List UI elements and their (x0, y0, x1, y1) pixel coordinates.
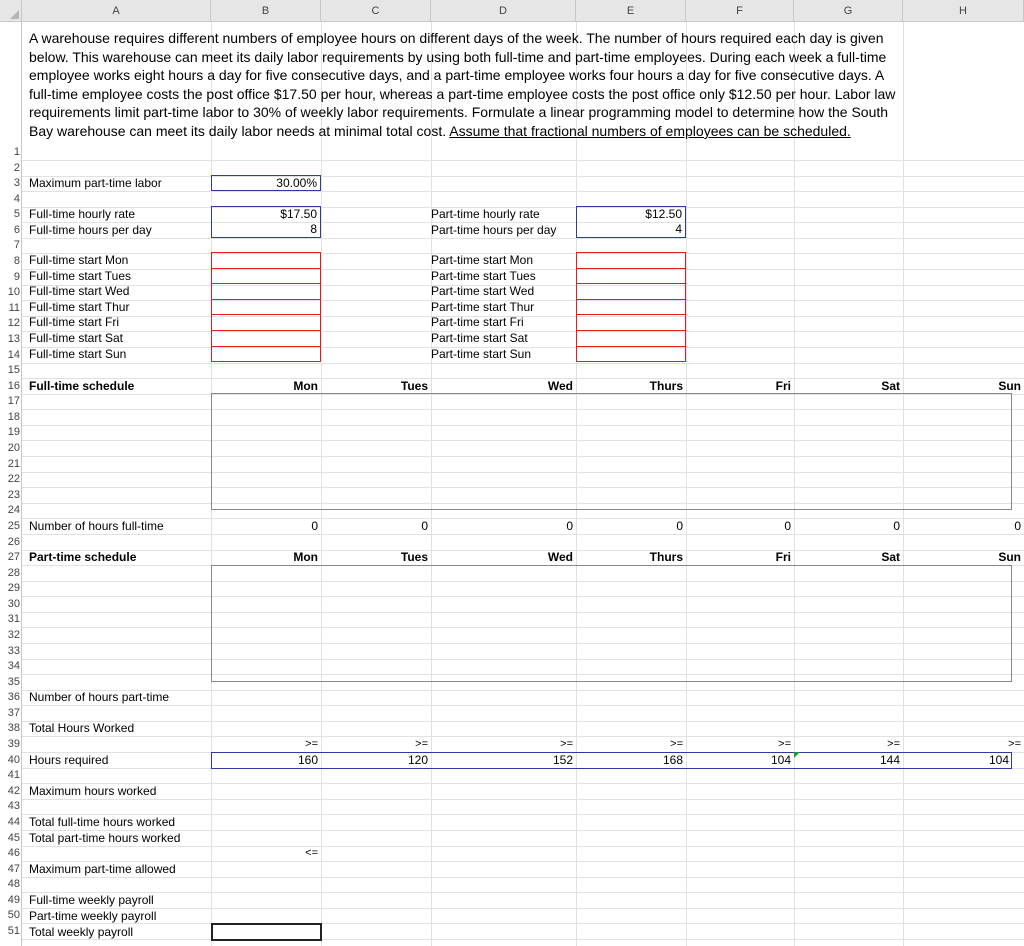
pt-rate-label: Part-time hourly rate (431, 207, 540, 221)
pt-start-input[interactable] (576, 299, 686, 316)
ft-start-label: Full-time start Wed (29, 284, 130, 299)
day-header-sat: Sat (881, 379, 900, 393)
gridline-horizontal (22, 176, 1024, 177)
pt-start-input[interactable] (576, 268, 686, 285)
row-header-39[interactable]: 39 (7, 738, 20, 751)
pt-start-label: Part-time start Mon (431, 253, 534, 267)
hours-required-value[interactable]: 104 (770, 753, 791, 767)
day-header-sun: Sun (998, 379, 1021, 393)
row-header-37[interactable]: 37 (7, 706, 20, 719)
ft-start-label: Full-time start Fri (29, 315, 119, 330)
gridline-horizontal (22, 939, 1024, 940)
day-header-tues: Tues (400, 379, 428, 393)
row-header-19[interactable]: 19 (7, 426, 20, 439)
column-header-g[interactable]: G (794, 0, 903, 22)
row-header-16[interactable]: 16 (7, 379, 20, 392)
max-hours-label: Maximum hours worked (29, 784, 157, 798)
pt-schedule-label: Part-time schedule (29, 550, 137, 564)
row-header-43[interactable]: 43 (7, 800, 20, 813)
gridline-horizontal (22, 908, 1024, 909)
column-header-c[interactable]: C (321, 0, 431, 22)
select-all-corner[interactable] (0, 0, 22, 22)
row-header-28[interactable]: 28 (7, 566, 20, 579)
row-header-2[interactable]: 2 (13, 161, 20, 174)
ft-hours-value[interactable]: 0 (421, 519, 428, 533)
hours-required-value[interactable]: 168 (662, 753, 683, 767)
day-header-mon: Mon (293, 550, 318, 564)
row-header-21[interactable]: 21 (7, 457, 20, 470)
day-header-thurs: Thurs (649, 550, 683, 564)
ft-start-label: Full-time start Sun (29, 346, 127, 361)
gridline-horizontal (22, 238, 1024, 239)
ft-hours-value[interactable]: 0 (311, 519, 318, 533)
row-header-12[interactable]: 12 (7, 317, 20, 330)
hours-required-value[interactable]: 104 (988, 753, 1009, 767)
max-pt-allowed-label: Maximum part-time allowed (29, 862, 176, 876)
pt-start-input[interactable] (576, 346, 686, 363)
gridline-horizontal (22, 160, 1024, 161)
row-header-46[interactable]: 46 (7, 847, 20, 860)
pt-payroll-label: Part-time weekly payroll (29, 909, 157, 923)
row-header-13[interactable]: 13 (7, 332, 20, 345)
max-part-time-value: 30.00% (276, 176, 317, 190)
ge-symbol: >= (670, 738, 683, 750)
row-header-30[interactable]: 30 (7, 597, 20, 610)
ft-start-input[interactable] (211, 314, 321, 331)
row-header-11[interactable]: 11 (8, 301, 20, 314)
gridline-horizontal (22, 534, 1024, 535)
le-symbol: <= (305, 847, 318, 859)
day-header-thurs: Thurs (649, 379, 683, 393)
column-header-f[interactable]: F (686, 0, 794, 22)
ge-symbol: >= (305, 738, 318, 750)
row-header-4[interactable]: 4 (13, 192, 20, 205)
row-header-26[interactable]: 26 (7, 535, 20, 548)
ft-inputs[interactable] (211, 206, 321, 238)
row-header-48[interactable]: 48 (7, 878, 20, 891)
pt-start-label: Part-time start Sun (431, 346, 532, 361)
ft-start-label: Full-time start Mon (29, 253, 129, 267)
gridline-horizontal (22, 191, 1024, 192)
ft-start-input[interactable] (211, 283, 321, 300)
column-header-a[interactable]: A (22, 0, 211, 22)
row-header-36[interactable]: 36 (7, 691, 20, 704)
hours-required-value[interactable]: 160 (297, 753, 318, 767)
row-header-29[interactable]: 29 (7, 582, 20, 595)
ge-symbol: >= (560, 738, 573, 750)
row-header-49[interactable]: 49 (7, 893, 20, 906)
ft-hours-value[interactable]: 0 (566, 519, 573, 533)
ft-start-label: Full-time start Tues (29, 268, 132, 283)
total-hours-label: Total Hours Worked (29, 721, 135, 735)
row-header-41[interactable]: 41 (7, 769, 20, 782)
ge-symbol: >= (1008, 738, 1021, 750)
row-header-17[interactable]: 17 (7, 395, 20, 408)
hours-required-value[interactable]: 120 (407, 753, 428, 767)
row-header-40[interactable]: 40 (7, 753, 20, 766)
total-payroll-label: Total weekly payroll (29, 925, 134, 939)
row-header-5[interactable]: 5 (13, 208, 20, 221)
ft-start-input[interactable] (211, 252, 321, 269)
day-header-wed: Wed (547, 550, 573, 564)
pt-hours-row-label: Number of hours part-time (29, 690, 170, 704)
row-header-15[interactable]: 15 (7, 364, 20, 377)
ge-symbol: >= (887, 738, 900, 750)
pt-start-input[interactable] (576, 330, 686, 347)
ft-start-label: Full-time start Thur (29, 299, 130, 314)
pt-start-label: Part-time start Wed (431, 284, 535, 299)
row-header-18[interactable]: 18 (7, 410, 20, 423)
pt-start-label: Part-time start Thur (431, 299, 535, 314)
row-header-27[interactable]: 27 (7, 551, 20, 564)
pt-inputs[interactable] (576, 206, 686, 238)
row-header-20[interactable]: 20 (7, 442, 20, 455)
ft-start-label: Full-time start Sat (29, 331, 124, 345)
ft-start-input[interactable] (211, 268, 321, 285)
row-header-38[interactable]: 38 (7, 722, 20, 735)
day-header-fri: Fri (775, 550, 791, 564)
row-header-6[interactable]: 6 (13, 223, 20, 236)
ft-hours-row-label: Number of hours full-time (29, 519, 164, 533)
ft-hours-label: Full-time hours per day (29, 223, 152, 237)
max-part-time-label: Maximum part-time labor (29, 176, 162, 190)
row-header-44[interactable]: 44 (7, 815, 20, 828)
row-header-51[interactable]: 51 (7, 925, 20, 937)
column-header-b[interactable]: B (211, 0, 321, 22)
ft-rate-label: Full-time hourly rate (29, 207, 136, 221)
ft-hours-value: 8 (310, 222, 317, 236)
ge-symbol: >= (415, 738, 428, 750)
gridline-horizontal (22, 783, 1024, 784)
column-header-h[interactable]: H (903, 0, 1024, 22)
pt-schedule-range[interactable] (211, 565, 1012, 682)
error-flag-icon (794, 752, 800, 758)
row-header-14[interactable]: 14 (7, 348, 20, 361)
row-header-3[interactable]: 3 (13, 177, 20, 190)
row-header-25[interactable]: 25 (7, 519, 20, 532)
pt-hours-value: 4 (675, 222, 682, 236)
gridline-horizontal (22, 721, 1024, 722)
row-header-9[interactable]: 9 (13, 270, 20, 283)
max-part-time-input[interactable] (211, 175, 321, 191)
column-header-d[interactable]: D (431, 0, 576, 22)
day-header-sat: Sat (881, 550, 900, 564)
row-header-8[interactable]: 8 (13, 255, 20, 268)
gridline-horizontal (22, 705, 1024, 706)
row-header-23[interactable]: 23 (7, 488, 20, 501)
day-header-fri: Fri (775, 379, 791, 393)
hours-required-value[interactable]: 152 (552, 753, 573, 767)
total-payroll-cell[interactable] (211, 923, 322, 941)
pt-start-input[interactable] (576, 252, 686, 269)
gridline-horizontal (22, 363, 1024, 364)
row-header-34[interactable]: 34 (7, 660, 20, 673)
day-header-wed: Wed (547, 379, 573, 393)
ft-hours-value[interactable]: 0 (1014, 519, 1021, 533)
row-header-35[interactable]: 35 (7, 675, 20, 688)
pt-start-label: Part-time start Sat (431, 331, 528, 345)
row-header-10[interactable]: 10 (7, 286, 20, 299)
pt-start-input[interactable] (576, 283, 686, 300)
pt-start-label: Part-time start Fri (431, 315, 524, 330)
total-ft-label: Total full-time hours worked (29, 815, 176, 829)
ft-hours-value[interactable]: 0 (784, 519, 791, 533)
row-header-24[interactable]: 24 (7, 504, 20, 517)
row-header-22[interactable]: 22 (7, 473, 20, 486)
row-header-32[interactable]: 32 (7, 628, 20, 641)
row-header-7[interactable]: 7 (13, 239, 20, 252)
gridline-horizontal (22, 690, 1024, 691)
row-header-31[interactable]: 31 (7, 613, 20, 626)
problem-statement[interactable]: A warehouse requires different numbers of employee hours on different days of the week. The number of hours required each day is given below. This warehouse can meet its daily labor requirements by using both full-time and part-time employees. During each week a full-time employee works eight hours a day for five consecutive days, and a part-time employee works four hours a day for five consecutive days. A full-time employee costs the post office $17.50 per hour, whereas a part-time employee costs the post office only $12.50 per hour. Labor law requirements limit part-time labor to 30% of weekly labor requirements. Formulate a linear programming model to determine how the South Bay warehouse can meet its daily labor needs at minimal total cost. Assume that fractional numbers of employees can be scheduled. (29, 30, 896, 139)
gridline-horizontal (22, 923, 1024, 924)
ft-hours-value[interactable]: 0 (676, 519, 683, 533)
ft-schedule-range[interactable] (211, 393, 1012, 510)
pt-start-label: Part-time start Tues (431, 268, 536, 283)
ft-payroll-label: Full-time weekly payroll (29, 893, 154, 907)
gridline-horizontal (22, 892, 1024, 893)
ft-start-input[interactable] (211, 330, 321, 347)
column-header-e[interactable]: E (576, 0, 686, 22)
ge-symbol: >= (778, 738, 791, 750)
ft-start-input[interactable] (211, 299, 321, 316)
day-header-tues: Tues (400, 550, 428, 564)
day-header-mon: Mon (293, 379, 318, 393)
ft-schedule-label: Full-time schedule (29, 379, 135, 393)
row-header-1[interactable]: 1 (13, 146, 20, 158)
pt-rate-value: $12.50 (645, 207, 682, 221)
hours-required-value[interactable]: 144 (879, 753, 900, 767)
row-header-45[interactable]: 45 (7, 831, 20, 844)
gridline-horizontal (22, 799, 1024, 800)
row-header-50[interactable]: 50 (7, 909, 20, 922)
pt-hours-label: Part-time hours per day (431, 223, 557, 237)
ft-hours-value[interactable]: 0 (893, 519, 900, 533)
row-header-47[interactable]: 47 (7, 862, 20, 875)
row-header-33[interactable]: 33 (7, 644, 20, 657)
day-header-sun: Sun (998, 550, 1021, 564)
hours-required-label: Hours required (29, 753, 109, 767)
pt-start-input[interactable] (576, 314, 686, 331)
total-pt-label: Total part-time hours worked (29, 831, 181, 845)
row-header-42[interactable]: 42 (7, 784, 20, 797)
ft-rate-value: $17.50 (280, 207, 317, 221)
ft-start-input[interactable] (211, 346, 321, 363)
